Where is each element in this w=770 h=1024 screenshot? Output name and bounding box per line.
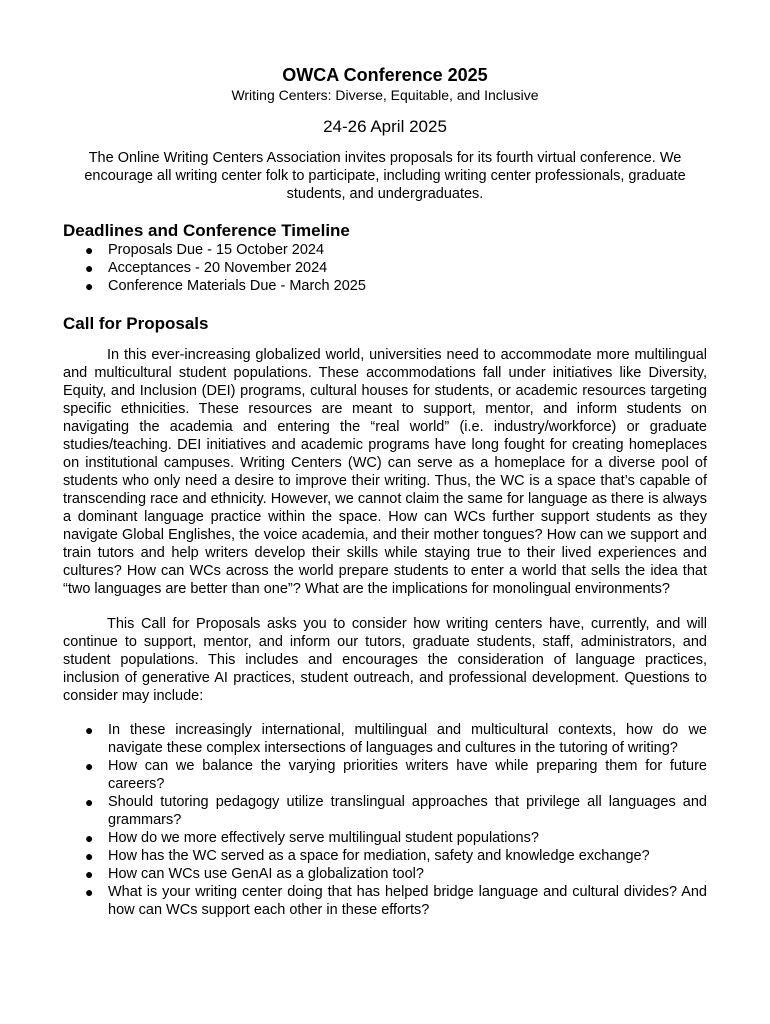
- page-subtitle: Writing Centers: Diverse, Equitable, and Inclusive: [231, 87, 539, 103]
- bullet-icon: ●: [85, 848, 94, 864]
- list-item: [63, 847, 707, 865]
- cfp-paragraph-2: This Call for Proposals asks you to consider how writing centers have, currently, and will continue to support, mentor, and inform our tutors, graduate students, staff, administrators, and student populations. This includes and encourages the consideration of language practices, inclusion of generative AI practices, student outreach, and professional development. Questions to consider may include:: [63, 616, 707, 704]
- list-item-text: Proposals Due - 15 October 2024: [108, 242, 325, 258]
- list-item: [63, 277, 707, 295]
- bullet-icon: ●: [85, 866, 94, 882]
- intro-paragraph: The Online Writing Centers Association invites proposals for its fourth virtual conference. We encourage all writing center folk to participate, including writing center professionals, graduate students, and undergraduates.: [84, 150, 686, 202]
- deadlines-heading: Deadlines and Conference Timeline: [63, 221, 350, 240]
- list-item-text: Conference Materials Due - March 2025: [108, 278, 366, 294]
- call-for-proposals-heading: Call for Proposals: [63, 314, 209, 333]
- list-item-text: What is your writing center doing that has helped bridge language and cultural divides? And how can WCs support each other in these efforts?: [108, 884, 707, 918]
- list-item: [63, 793, 707, 829]
- list-item: [63, 865, 707, 883]
- list-item-text: In these increasingly international, multilingual and multicultural contexts, how do we navigate these complex intersections of languages and cultures in the tutoring of writing?: [108, 722, 707, 756]
- conference-dates: 24-26 April 2025: [323, 117, 447, 136]
- list-item: [63, 721, 707, 757]
- document-page: [63, 64, 707, 919]
- list-item-text: How can we balance the varying priorities writers have while preparing them for future careers?: [108, 758, 707, 792]
- list-item: [63, 259, 707, 277]
- bullet-icon: ●: [85, 830, 94, 846]
- list-item: [63, 241, 707, 259]
- page-title: OWCA Conference 2025: [282, 65, 488, 85]
- list-item-text: Should tutoring pedagogy utilize translingual approaches that privilege all languages and grammars?: [108, 794, 707, 828]
- list-item-text: How has the WC served as a space for mediation, safety and knowledge exchange?: [108, 848, 650, 864]
- bullet-icon: ●: [85, 758, 94, 774]
- list-item: [63, 757, 707, 793]
- list-item-text: Acceptances - 20 November 2024: [108, 260, 328, 276]
- list-item: [63, 829, 707, 847]
- questions-list: [63, 721, 707, 919]
- cfp-paragraph-1: In this ever-increasing globalized world, universities need to accommodate more multilingual and multicultural student populations. These accommodations fall under initiatives like Diversity, Equity, and Inclusion (DEI) programs, cultural houses for students, or academic resources targeting specific ethnicities. These resources are meant to support, mentor, and inform students on navigating the academia and entering the “real world” (i.e. industry/workforce) or graduate studies/teaching. DEI initiatives and academic programs have long fought for creating homeplaces on institutional campuses. Writing Centers (WC) can serve as a homeplace for a diverse pool of students who only need a desire to improve their writing. Thus, the WC is a space that’s capable of transcending race and ethnicity. However, we cannot claim the same for language as there is always a dominant language practice within the space. How can WCs further support students as they navigate Global Englishes, the voice academia, and their mother tongues? How can we support and train tutors and help writers develop their skills while staying true to their lived experiences and cultures? How can WCs across the world prepare students to enter a world that sells the idea that “two languages are better than one”? What are the implications for monolingual environments?: [63, 347, 707, 597]
- deadlines-list: [63, 241, 707, 295]
- bullet-icon: ●: [85, 794, 94, 810]
- bullet-icon: ●: [85, 242, 94, 258]
- bullet-icon: ●: [85, 884, 94, 900]
- list-item-text: How can WCs use GenAI as a globalization tool?: [108, 866, 424, 882]
- list-item-text: How do we more effectively serve multilingual student populations?: [108, 830, 539, 846]
- bullet-icon: ●: [85, 722, 94, 738]
- bullet-icon: ●: [85, 278, 94, 294]
- bullet-icon: ●: [85, 260, 94, 276]
- list-item: [63, 883, 707, 919]
